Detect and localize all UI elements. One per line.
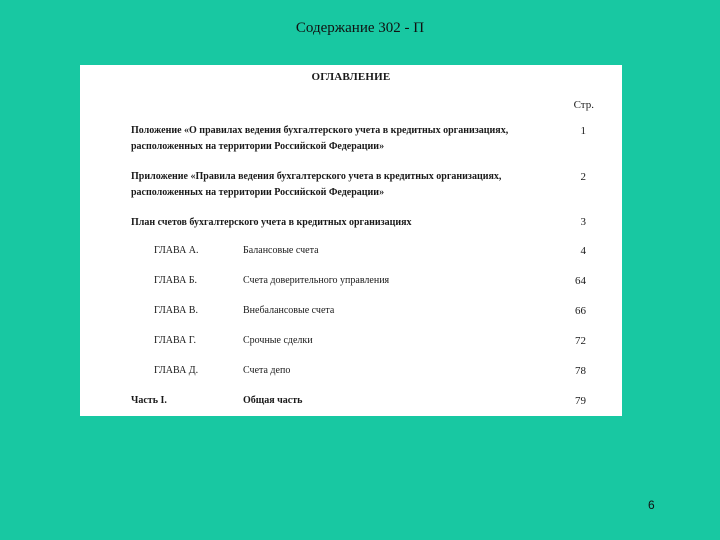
chapter-title: Счета депо [243,365,291,376]
chapter-title: Балансовые счета [243,245,319,256]
table-of-contents-document [80,65,622,416]
toc-entry-page: 2 [580,171,586,183]
slide-title: Содержание 302 - П [295,20,425,36]
chapter-title: Срочные сделки [243,335,313,346]
chapter-page: 64 [575,275,586,287]
part-title: Общая часть [243,395,303,406]
chapter-title: Внебалансовые счета [243,305,335,316]
document-heading: ОГЛАВЛЕНИЕ [311,71,391,83]
chapter-page: 4 [580,245,586,257]
part-label: Часть I. [131,395,167,406]
chapter-page: 72 [575,335,586,347]
chapter-label: ГЛАВА Д. [154,365,199,376]
part-page: 79 [575,395,586,407]
slide-number: 6 [648,498,655,512]
chapter-page: 66 [575,305,586,317]
chapter-label: ГЛАВА В. [154,305,198,316]
chapter-label: ГЛАВА Г. [154,335,196,346]
page-column-header: Стр. [573,99,594,111]
toc-entry-page: 1 [580,125,586,137]
toc-entry-appendix: Приложение «Правила ведения бухгалтерского учета в кредитных организациях, расположенных на территории Российской Федерации» [131,171,502,198]
toc-entry-chart-of-accounts: План счетов бухгалтерского учета в кредитных организациях [131,217,412,228]
toc-entry-page: 3 [580,216,586,228]
chapter-page: 78 [575,365,586,377]
toc-entry-regulation: Положение «О правилах ведения бухгалтерского учета в кредитных организациях, расположенных на территории Российской Федерации» [131,125,509,152]
chapter-label: ГЛАВА А. [154,245,199,256]
chapter-label: ГЛАВА Б. [154,275,198,286]
chapter-title: Счета доверительного управления [243,275,390,286]
